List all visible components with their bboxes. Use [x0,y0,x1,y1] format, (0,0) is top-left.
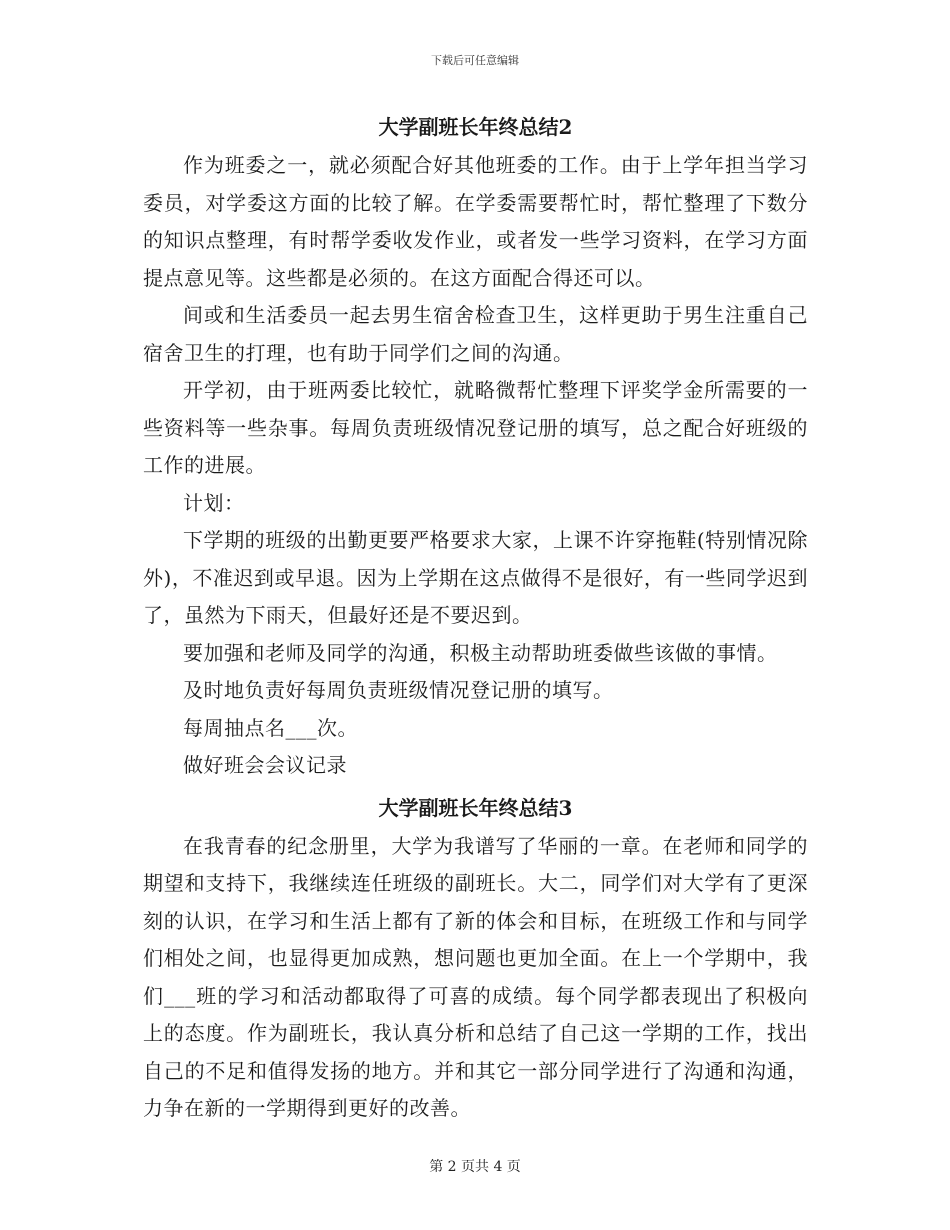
section-2-paragraph-1: 作为班委之一，就必须配合好其他班委的工作。由于上学年担当学习委员，对学委这方面的比较了解。在学委需要帮忙时，帮忙整理了下数分的知识点整理，有时帮学委收发作业，或者发一些学习资料，在学习方面提点意见等。这些都是必须的。在这方面配合得还可以。 [143,153,808,290]
section-2-paragraph-2: 间或和生活委员一起去男生宿舍检查卫生，这样更助于男生注重自己宿舍卫生的打理，也有助于同学们之间的沟通。 [143,303,808,365]
page-number: 第 2 页共 4 页 [429,1159,521,1175]
section-2-plan-heading: 计划： [183,490,245,515]
section-3-title: 大学副班长年终总结3 [378,795,573,820]
section-2-paragraph-5: 下学期的班级的出勤更要严格要求大家，上课不许穿拖鞋(特别情况除外)，不准迟到或早退。因为上学期在这点做得不是很好，有一些同学迟到了，虽然为下雨天，但最好还是不要迟到。 [143,528,808,627]
section-2-paragraph-9: 做好班会会议记录 [183,753,347,777]
section-2-paragraph-8: 每周抽点名___次。 [183,715,358,740]
section-2-paragraph-7: 及时地负责好每周负责班级情况登记册的填写。 [183,678,614,702]
page-header-note: 下载后可任意编辑 [431,54,519,67]
section-3-paragraph-1: 在我青春的纪念册里，大学为我谱写了华丽的一章。在老师和同学的期望和支持下，我继续连任班级的副班长。大二，同学们对大学有了更深刻的认识，在学习和生活上都有了新的体会和目标，在班级工作和与同学们相处之间，也显得更加成熟，想问题也更加全面。在上一个学期中，我们___班的学习和活动都取得了可喜的成绩。每个同学都表现出了积极向上的态度。作为副班长，我认真分析和总结了自己这一学期的工作，找出自己的不足和值得发扬的地方。并和其它一部分同学进行了沟通和沟通，力争在新的一学期得到更好的改善。 [143,833,808,1120]
section-2-paragraph-6: 要加强和老师及同学的沟通，积极主动帮助班委做些该做的事情。 [183,640,778,665]
document-body [143,110,808,1128]
section-2-paragraph-3: 开学初，由于班两委比较忙，就略微帮忙整理下评奖学金所需要的一些资料等一些杂事。每周负责班级情况登记册的填写，总之配合好班级的工作的进展。 [143,378,808,477]
section-2-title: 大学副班长年终总结2 [378,115,573,139]
